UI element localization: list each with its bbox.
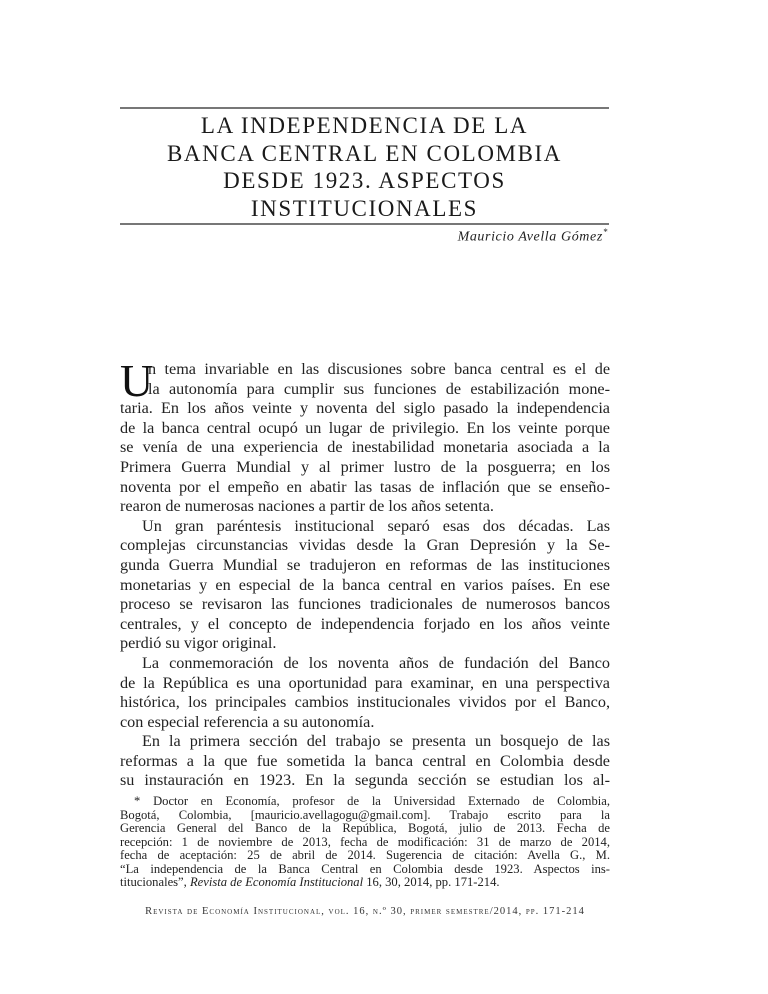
body-line: taria. En los años veinte y noventa del siglo pasado la independencia: [120, 399, 610, 418]
body-line: con especial referencia a su autonomía.: [120, 712, 375, 731]
body-line: Un gran paréntesis institucional separó esas dos décadas. Las: [142, 516, 610, 535]
body-line: n tema invariable en las discusiones sobre banca central es el de: [148, 360, 610, 378]
body-line: la autonomía para cumplir sus funciones de estabilización mone-: [148, 379, 610, 398]
body-line: complejas circunstancias vividas desde la Gran Depresión y la Se-: [120, 536, 610, 555]
footnote-line: recepción: 1 de noviembre de 2013, fecha de modificación: 31 de marzo de 2014,: [120, 835, 610, 849]
body-line: histórica, los principales cambios institucionales vividos por el Banco,: [120, 693, 610, 712]
footnote-line: fecha de aceptación: 25 de abril de 2014. Sugerencia de citación: Avella G., M.: [120, 849, 610, 862]
footnote-line: “La independencia de la Banca Central en Colombia desde 1923. Aspectos ins-: [120, 862, 610, 876]
body-line: perdió su vigor original.: [120, 634, 277, 653]
author-name: Mauricio Avella Gómez: [457, 229, 603, 245]
title-line: LA INDEPENDENCIA DE LA: [200, 113, 529, 138]
author-footnote-mark: *: [602, 227, 608, 237]
footnote-line: [120, 876, 610, 890]
drop-cap: U: [120, 355, 154, 406]
body-line: Primera Guerra Mundial y al primer lustro de la posguerra; en los: [120, 457, 610, 476]
footnote-text: titucionales”,: [120, 876, 190, 889]
title-line: BANCA CENTRAL EN COLOMBIA: [166, 140, 563, 166]
footnote-text: 16, 30, 2014, pp. 171-214.: [363, 876, 500, 889]
body-line: de la República es una oportunidad para examinar, en una perspectiva: [120, 673, 610, 692]
body-line: proceso se revisaron las funciones tradicionales de numerosos bancos: [120, 595, 610, 614]
body-line: reformas a la que fue sometida la banca central en Colombia desde: [120, 751, 610, 770]
body-line: La conmemoración de los noventa años de fundación del Banco: [142, 653, 610, 672]
article-body: [120, 355, 610, 791]
article-title: [120, 112, 609, 222]
footnote: [120, 795, 610, 890]
footnote-line: * Doctor en Economía, profesor de la Universidad Externado de Colombia,: [134, 795, 610, 808]
body-line: centrales, y el concepto de independencia forjado en los años veinte: [120, 614, 610, 633]
body-line: su instauración en 1923. En la segunda sección se estudian los al-: [120, 771, 610, 790]
journal-name: Revista de Economía Institucional: [189, 876, 364, 889]
title-line: DESDE 1923. ASPECTOS: [223, 168, 506, 193]
footnote-line: Bogotá, Colombia, [mauricio.avellagogu@gmail.com]. Trabajo escrito para la: [120, 808, 610, 822]
body-line: se venía de una experiencia de inestabilidad monetaria asociada a la: [120, 438, 610, 457]
title-line: INSTITUCIONALES: [250, 195, 479, 221]
title-rule-top: [120, 107, 609, 109]
page-footer: Revista de Economía Institucional, vol. 16, n.º 30, primer semestre/2014, pp. 171-214: [145, 906, 585, 917]
body-line: gunda Guerra Mundial se tradujeron en reformas de las instituciones: [120, 555, 610, 574]
footnote-line: Gerencia General del Banco de la República, Bogotá, julio de 2013. Fecha de: [120, 822, 610, 835]
body-line: monetarias y en especial de la banca central en varios países. En ese: [120, 575, 610, 594]
body-line: noventa por el empeño en abatir las tasas de inflación que se enseño-: [120, 477, 610, 496]
body-line: rearon de numerosas naciones a partir de los años setenta.: [120, 497, 494, 516]
author: [458, 227, 608, 246]
title-rule-bottom: [120, 223, 609, 225]
body-line: de la banca central ocupó un lugar de privilegio. En los veinte porque: [120, 418, 610, 437]
body-line: En la primera sección del trabajo se presenta un bosquejo de las: [142, 732, 610, 751]
